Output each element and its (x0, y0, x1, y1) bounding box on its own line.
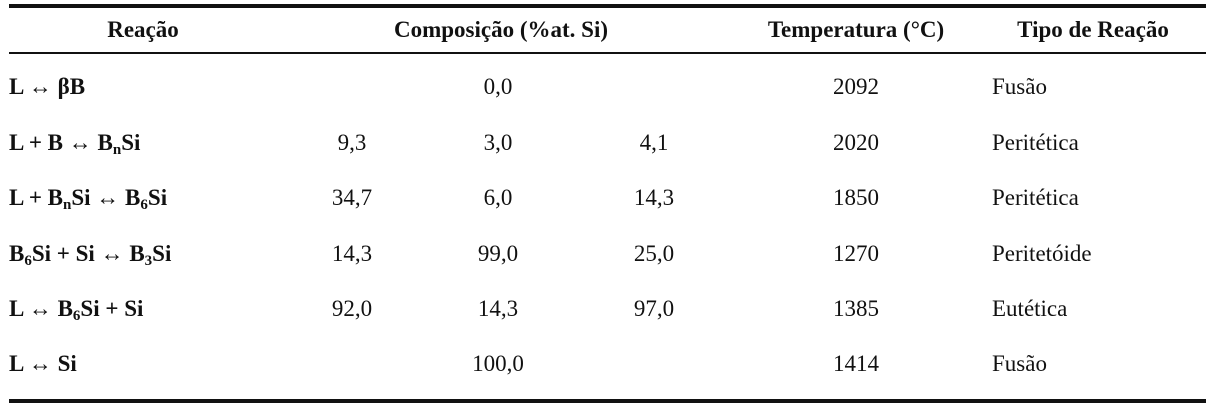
composition-3-cell: 4,1 (639, 130, 669, 155)
composition-2-cell: 3,0 (483, 130, 513, 155)
composition-1-cell: 92,0 (331, 296, 373, 321)
reaction-type-cell: Peritetóide (992, 241, 1092, 266)
temperature-cell: 1414 (833, 351, 879, 376)
reaction-text: L ↔ βB (9, 74, 86, 99)
composition-1-cell: 34,7 (331, 185, 373, 210)
header-temperature: Temperatura (°C) (767, 17, 945, 42)
reaction-text: L ↔ B (9, 296, 73, 321)
header-composition: Composição (%at. Si) (393, 17, 609, 42)
composition-2-cell: 0,0 (483, 74, 513, 99)
reaction-type-cell: Peritética (992, 185, 1079, 210)
bottom-rule (9, 399, 1206, 403)
reaction-text: Si (121, 130, 141, 155)
subscript: 3 (144, 253, 153, 269)
subscript: n (112, 142, 122, 158)
subscript: 6 (72, 308, 81, 324)
temperature-cell: 1850 (833, 185, 879, 210)
reaction-cell (9, 295, 143, 323)
reaction-text: B (9, 241, 25, 266)
reaction-cell (9, 129, 140, 157)
reaction-text: L + B ↔ B (9, 130, 113, 155)
composition-2-cell: 100,0 (472, 351, 524, 376)
temperature-cell: 2092 (833, 74, 879, 99)
composition-2-cell: 14,3 (477, 296, 519, 321)
reaction-text: Si + Si ↔ B (31, 241, 145, 266)
reaction-type-cell: Fusão (992, 351, 1047, 376)
reaction-cell (9, 240, 171, 268)
subscript: 6 (24, 253, 32, 269)
composition-3-cell: 25,0 (633, 241, 675, 266)
composition-3-cell: 14,3 (633, 185, 675, 210)
reaction-text: Si (152, 241, 172, 266)
top-rule (9, 4, 1206, 8)
temperature-cell: 1270 (833, 241, 879, 266)
composition-1-cell: 14,3 (331, 241, 373, 266)
temperature-cell: 2020 (833, 130, 879, 155)
composition-2-cell: 99,0 (477, 241, 519, 266)
reaction-text: L + B (9, 185, 64, 210)
temperature-cell: 1385 (833, 296, 879, 321)
composition-3-cell: 97,0 (633, 296, 675, 321)
reaction-cell (9, 184, 167, 212)
composition-1-cell: 9,3 (337, 130, 367, 155)
reaction-cell (9, 350, 77, 378)
header-reaction-type: Tipo de Reação (1017, 17, 1169, 42)
reaction-text: Si ↔ B (71, 185, 141, 210)
reaction-text: Si (147, 185, 168, 210)
reaction-cell (9, 73, 85, 101)
header-rule (9, 52, 1206, 54)
reaction-type-cell: Eutética (992, 296, 1068, 321)
header-reaction: Reação (107, 17, 179, 42)
reaction-type-cell: Peritética (992, 130, 1079, 155)
reaction-type-cell: Fusão (992, 74, 1047, 99)
subscript: n (63, 197, 72, 213)
reaction-text: L ↔ Si (9, 351, 77, 376)
composition-2-cell: 6,0 (483, 185, 513, 210)
reaction-text: Si + Si (80, 296, 144, 321)
subscript: 6 (140, 197, 148, 213)
